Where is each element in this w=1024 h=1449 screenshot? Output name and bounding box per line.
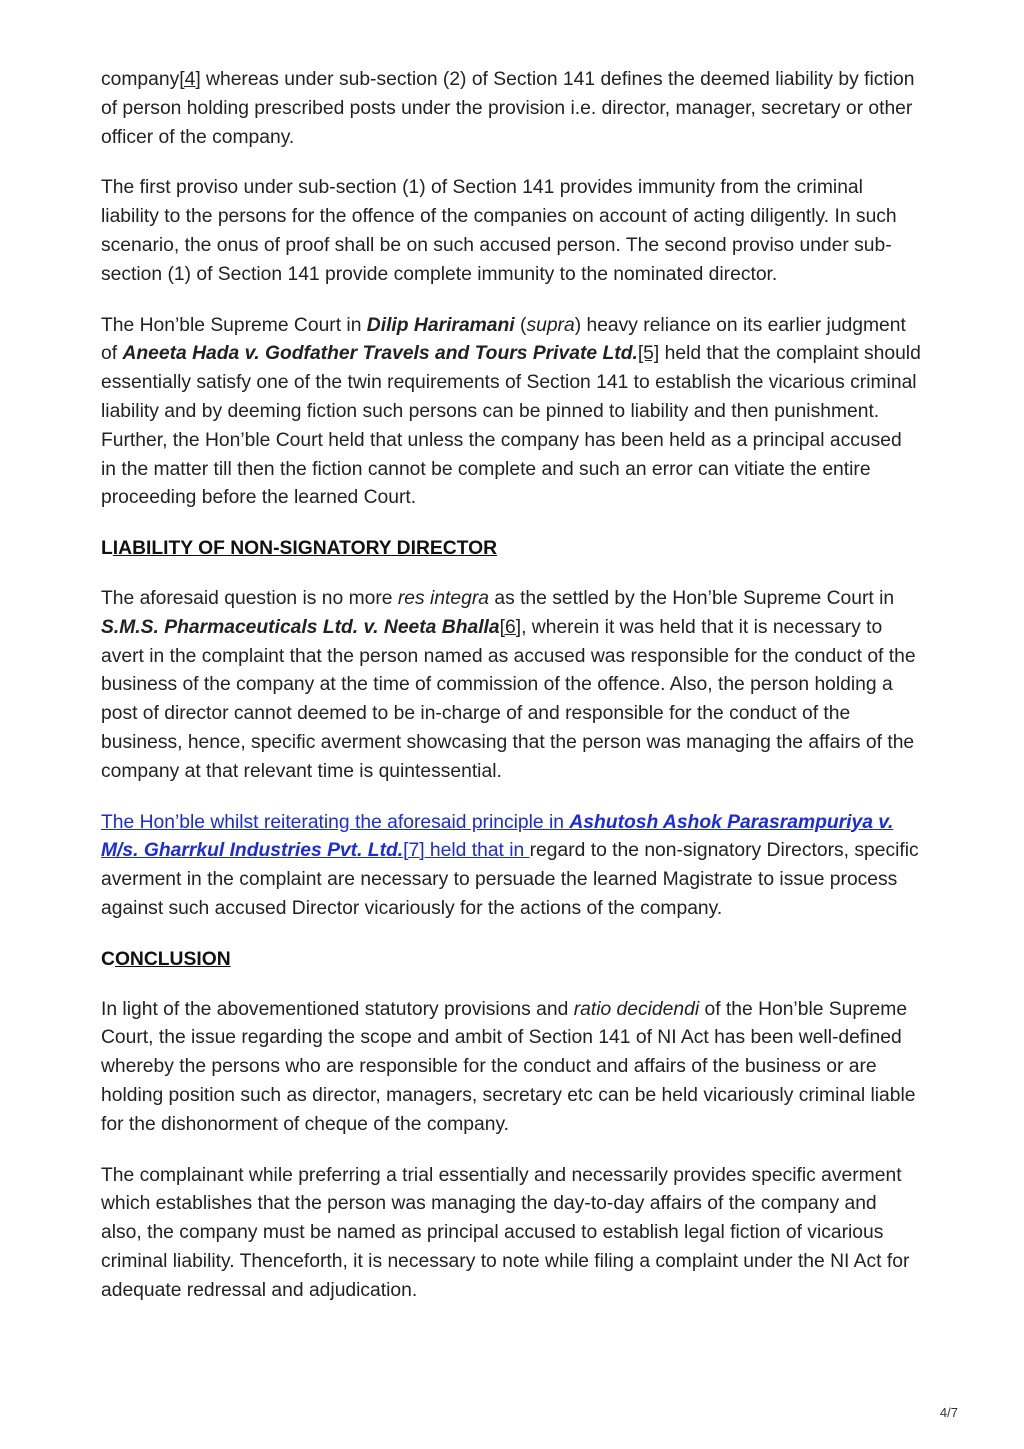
italic-term: supra [526, 314, 575, 336]
paragraph-6 [101, 996, 921, 1140]
case-name: Ashutosh Ashok Parasrampuriya v. M/s. Gharrkul Industries Pvt. Ltd. [101, 811, 894, 862]
article-body [101, 66, 921, 1327]
text: company [101, 69, 180, 90]
case-name: S.M.S. Pharmaceuticals Ltd. v. Neeta Bhalla [101, 616, 500, 638]
paragraph-7: The complainant while preferring a trial essentially and necessarily provides specific averment which establishes that the person was managing the day-to-day affairs of the company and also, the company must be named as principal accused to establish legal fiction of vicarious criminal liability. Thenceforth, it is necessary to note while filing a complaint under the NI Act for adequate redressal and adjudication. [101, 1164, 910, 1301]
text: , wherein it was held that it is necessary to avert in the complaint that the person named as accused was responsible for the conduct of the business of the company at the time of commission of the offence. Also, the person holding a post of director cannot deemed to be in-charge of and responsible for the conduct of the business, hence, specific averment showcasing that the person was managing the affairs of the company at that relevant time is quintessential. [101, 616, 916, 782]
section-heading-conclusion [101, 946, 921, 975]
paragraph-4 [101, 585, 921, 787]
paragraph-1 [101, 66, 921, 152]
page-number: 4/7 [939, 1405, 958, 1420]
paragraph-3 [101, 312, 921, 514]
text: ( [514, 314, 527, 336]
text: ) heavy reliance on its earlier judgment of [101, 314, 906, 365]
paragraph-2: The first proviso under sub-section (1) of Section 141 provides immunity from the criminal liability to the persons for the offence of the companies on account of acting diligently. In such scenario, the onus of proof shall be on such accused person. The second proviso under sub-section (1) of Section 141 provide complete immunity to the nominated director. [101, 177, 897, 285]
footnote-link-4[interactable]: [4] [179, 69, 201, 90]
text: The Hon’ble Supreme Court in [101, 314, 367, 336]
text: as the settled by the Hon’ble Supreme Court in [489, 587, 895, 609]
italic-term: ratio decidendi [573, 998, 700, 1020]
text: held that the complaint should essentially satisfy one of the twin requirements of Section 141 to establish the vicarious criminal liability and by deeming fiction such persons can be pinned to liability and then punishment. Further, the Hon’ble Court held that unless the company has been held as a principal accused in the matter till then the fiction cannot be complete and such an error can vitiate the entire proceeding before the learned Court. [101, 343, 921, 509]
heading-initial: C [101, 948, 115, 970]
link-text: The Hon’ble whilst reiterating the aforesaid principle in [101, 811, 570, 833]
text: regard to the non-signatory Directors, specific averment in the complaint are necessary to persuade the learned Magistrate to issue process against such accused Director vicariously for the actions of the company. [101, 840, 919, 919]
text: The aforesaid question is no more [101, 587, 398, 609]
text: of the Hon’ble Supreme Court, the issue regarding the scope and ambit of Section 141 of NI Act has been well-defined whereby the persons who are responsible for the conduct and affairs of the business or are holding position such as director, managers, secretary etc can be held vicariously criminal liable for the dishonorment of cheque of the company. [101, 998, 916, 1135]
text: whereas under sub-section (2) of Section 141 defines the deemed liability by fiction of person holding prescribed posts under the provision i.e. director, manager, secretary or other officer of the company. [101, 69, 915, 148]
link-text: held that in [424, 840, 530, 862]
heading-text: ONCLUSION [114, 948, 231, 970]
paragraph-5 [101, 809, 921, 924]
italic-term: res integra [397, 587, 489, 609]
footnote-link-7: [7] [403, 840, 425, 862]
heading-text: IABILITY OF NON-SIGNATORY DIRECTOR [112, 538, 498, 560]
text: In light of the abovementioned statutory provisions and [101, 998, 574, 1020]
footnote-link-6[interactable]: [6] [499, 616, 522, 638]
footnote-link-5[interactable]: [5] [637, 343, 660, 365]
section-heading-liability [101, 535, 921, 564]
case-name: Aneeta Hada v. Godfather Travels and Tours Private Ltd. [122, 343, 638, 365]
case-name: Dilip Hariramani [366, 314, 515, 336]
heading-initial: L [101, 538, 113, 560]
